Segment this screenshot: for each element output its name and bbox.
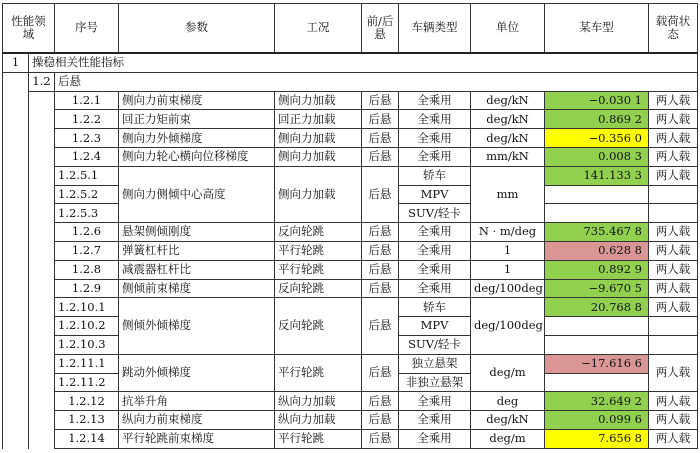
table-row — [3, 223, 698, 242]
row-cond: 反向轮跳 — [275, 279, 362, 298]
performance-table — [2, 3, 698, 449]
row-axle: 后悬 — [362, 223, 399, 242]
row-vtype: MPV — [399, 317, 471, 336]
row-cond: 纵向力加载 — [275, 392, 362, 411]
row-load: 两人载 — [649, 429, 698, 448]
row-param: 侧倾外倾梯度 — [119, 298, 275, 354]
row-load: 两人载 — [649, 110, 698, 129]
row-vtype: 独立悬架 — [399, 354, 471, 373]
row-param: 悬架侧倾刚度 — [119, 223, 275, 242]
row-load: 两人载 — [649, 129, 698, 148]
row-cond: 侧向力加载 — [275, 91, 362, 110]
row-unit: deg/100deg — [471, 298, 545, 354]
row-param: 侧向力前束梯度 — [119, 91, 275, 110]
row-param: 回正力矩前束 — [119, 110, 275, 129]
row-seq: 1.2.13 — [55, 411, 119, 430]
row-seq: 1.2.10.1 — [55, 298, 119, 317]
row-axle: 后悬 — [362, 279, 399, 298]
row-vtype: 全乘用 — [399, 260, 471, 279]
row-vtype: SUV/轻卡 — [399, 204, 471, 223]
row-unit: deg/m — [471, 354, 545, 392]
row-unit: deg/m — [471, 429, 545, 448]
subsection-row — [3, 72, 698, 91]
row-unit: deg/kN — [471, 110, 545, 129]
row-cond: 平行轮跳 — [275, 260, 362, 279]
row-param: 侧倾前束梯度 — [119, 279, 275, 298]
row-cond: 反向轮跳 — [275, 223, 362, 242]
row-value: 0.628 8 — [545, 242, 649, 261]
row-vtype: 全乘用 — [399, 110, 471, 129]
row-load: 两人载 — [649, 392, 698, 411]
row-seq: 1.2.11.2 — [55, 373, 119, 392]
row-vtype: 非独立悬架 — [399, 373, 471, 392]
row-vtype: 全乘用 — [399, 242, 471, 261]
row-seq: 1.2.5.3 — [55, 204, 119, 223]
row-value: −0.030 1 — [545, 91, 649, 110]
header-field: 性能领域 — [3, 4, 55, 54]
header-axle: 前/后悬 — [362, 4, 399, 54]
row-seq: 1.2.10.2 — [55, 317, 119, 336]
row-axle: 后悬 — [362, 129, 399, 148]
row-cond: 侧向力加载 — [275, 129, 362, 148]
row-cond: 平行轮跳 — [275, 354, 362, 392]
row-unit: deg — [471, 392, 545, 411]
row-param: 跳动外倾梯度 — [119, 354, 275, 392]
row-load: 两人载 — [649, 354, 698, 392]
row-seq: 1.2.1 — [55, 91, 119, 110]
row-seq: 1.2.7 — [55, 242, 119, 261]
row-unit: deg/kN — [471, 91, 545, 110]
row-value — [545, 373, 649, 392]
row-cond: 纵向力加载 — [275, 411, 362, 430]
row-load: 两人载 — [649, 166, 698, 185]
row-seq: 1.2.9 — [55, 279, 119, 298]
row-load: 两人载 — [649, 223, 698, 242]
row-value — [545, 317, 649, 336]
row-unit: 1 — [471, 260, 545, 279]
row-load — [649, 335, 698, 354]
table-row — [3, 411, 698, 430]
row-value: 0.892 9 — [545, 260, 649, 279]
row-value: 141.133 3 — [545, 166, 649, 185]
row-value: −9.670 5 — [545, 279, 649, 298]
row-cond: 平行轮跳 — [275, 242, 362, 261]
section-title: 操稳相关性能指标 — [29, 53, 698, 72]
row-cond: 反向轮跳 — [275, 298, 362, 354]
table-row — [3, 91, 698, 110]
row-load — [649, 185, 698, 204]
row-unit: mm — [471, 166, 545, 222]
row-axle: 后悬 — [362, 392, 399, 411]
row-param: 侧向力外倾梯度 — [119, 129, 275, 148]
subsection-indent — [29, 91, 55, 448]
row-unit: N · m/deg — [471, 223, 545, 242]
row-seq: 1.2.10.3 — [55, 335, 119, 354]
row-param: 抗举升角 — [119, 392, 275, 411]
header-unit: 单位 — [471, 4, 545, 54]
table-row — [3, 354, 698, 373]
row-vtype: 全乘用 — [399, 429, 471, 448]
row-load: 两人载 — [649, 91, 698, 110]
table-row — [3, 260, 698, 279]
row-value: 0.099 6 — [545, 411, 649, 430]
row-vtype: 全乘用 — [399, 279, 471, 298]
row-load — [649, 317, 698, 336]
row-value — [545, 335, 649, 354]
table-row — [3, 242, 698, 261]
table-row — [3, 429, 698, 448]
row-axle: 后悬 — [362, 298, 399, 354]
row-param: 弹簧杠杆比 — [119, 242, 275, 261]
row-value: 735.467 8 — [545, 223, 649, 242]
row-seq: 1.2.5.2 — [55, 185, 119, 204]
row-seq: 1.2.11.1 — [55, 354, 119, 373]
row-vtype: 轿车 — [399, 166, 471, 185]
row-seq: 1.2.2 — [55, 110, 119, 129]
row-axle: 后悬 — [362, 91, 399, 110]
subsection-title: 后悬 — [55, 72, 698, 91]
row-value — [545, 185, 649, 204]
row-vtype: SUV/轻卡 — [399, 335, 471, 354]
row-unit: mm/kN — [471, 148, 545, 167]
row-vtype: 全乘用 — [399, 223, 471, 242]
row-vtype: 全乘用 — [399, 129, 471, 148]
row-param: 纵向力前束梯度 — [119, 411, 275, 430]
row-axle: 后悬 — [362, 354, 399, 392]
section-num: 1 — [3, 53, 29, 72]
row-cond: 侧向力加载 — [275, 166, 362, 222]
row-load: 两人载 — [649, 260, 698, 279]
table-row — [3, 392, 698, 411]
row-vtype: MPV — [399, 185, 471, 204]
row-value: −17.616 6 — [545, 354, 649, 373]
row-vtype: 全乘用 — [399, 411, 471, 430]
section-indent — [3, 72, 29, 448]
table-row — [3, 298, 698, 317]
row-axle: 后悬 — [362, 429, 399, 448]
table-row — [3, 279, 698, 298]
row-vtype: 全乘用 — [399, 148, 471, 167]
row-unit: deg/kN — [471, 411, 545, 430]
row-value: 20.768 8 — [545, 298, 649, 317]
row-value: −0.356 0 — [545, 129, 649, 148]
header-vtype: 车辆类型 — [399, 4, 471, 54]
row-seq: 1.2.6 — [55, 223, 119, 242]
header-load: 载荷状态 — [649, 4, 698, 54]
row-seq: 1.2.8 — [55, 260, 119, 279]
row-axle: 后悬 — [362, 110, 399, 129]
row-cond: 侧向力加载 — [275, 148, 362, 167]
row-seq: 1.2.5.1 — [55, 166, 119, 185]
row-value: 32.649 2 — [545, 392, 649, 411]
row-value: 0.008 3 — [545, 148, 649, 167]
row-load: 两人载 — [649, 242, 698, 261]
table-row — [3, 148, 698, 167]
row-unit: deg/100deg — [471, 279, 545, 298]
row-vtype: 轿车 — [399, 298, 471, 317]
row-param: 侧向力侧倾中心高度 — [119, 166, 275, 222]
row-cond: 平行轮跳 — [275, 429, 362, 448]
row-param: 侧向力轮心横向位移梯度 — [119, 148, 275, 167]
header-cond: 工况 — [275, 4, 362, 54]
row-load: 两人载 — [649, 411, 698, 430]
row-cond: 回正力加载 — [275, 110, 362, 129]
header-model: 某车型 — [545, 4, 649, 54]
row-axle: 后悬 — [362, 411, 399, 430]
row-seq: 1.2.12 — [55, 392, 119, 411]
header-seq: 序号 — [55, 4, 119, 54]
row-seq: 1.2.14 — [55, 429, 119, 448]
table-row — [3, 110, 698, 129]
row-axle: 后悬 — [362, 166, 399, 222]
header-param: 参数 — [119, 4, 275, 54]
table-row — [3, 166, 698, 185]
row-value — [545, 204, 649, 223]
row-vtype: 全乘用 — [399, 91, 471, 110]
row-axle: 后悬 — [362, 260, 399, 279]
row-seq: 1.2.4 — [55, 148, 119, 167]
table-row — [3, 129, 698, 148]
row-axle: 后悬 — [362, 148, 399, 167]
row-load: 两人载 — [649, 279, 698, 298]
row-seq: 1.2.3 — [55, 129, 119, 148]
row-value: 0.869 2 — [545, 110, 649, 129]
row-vtype: 全乘用 — [399, 392, 471, 411]
header-row — [3, 4, 698, 54]
section-row — [3, 53, 698, 72]
row-load — [649, 204, 698, 223]
row-param: 减震器杠杆比 — [119, 260, 275, 279]
row-unit: 1 — [471, 242, 545, 261]
row-param: 平行轮跳前束梯度 — [119, 429, 275, 448]
row-axle: 后悬 — [362, 242, 399, 261]
row-load: 两人载 — [649, 298, 698, 317]
row-unit: deg/kN — [471, 129, 545, 148]
row-value: 7.656 8 — [545, 429, 649, 448]
subsection-num: 1.2 — [29, 72, 55, 91]
row-load: 两人载 — [649, 148, 698, 167]
